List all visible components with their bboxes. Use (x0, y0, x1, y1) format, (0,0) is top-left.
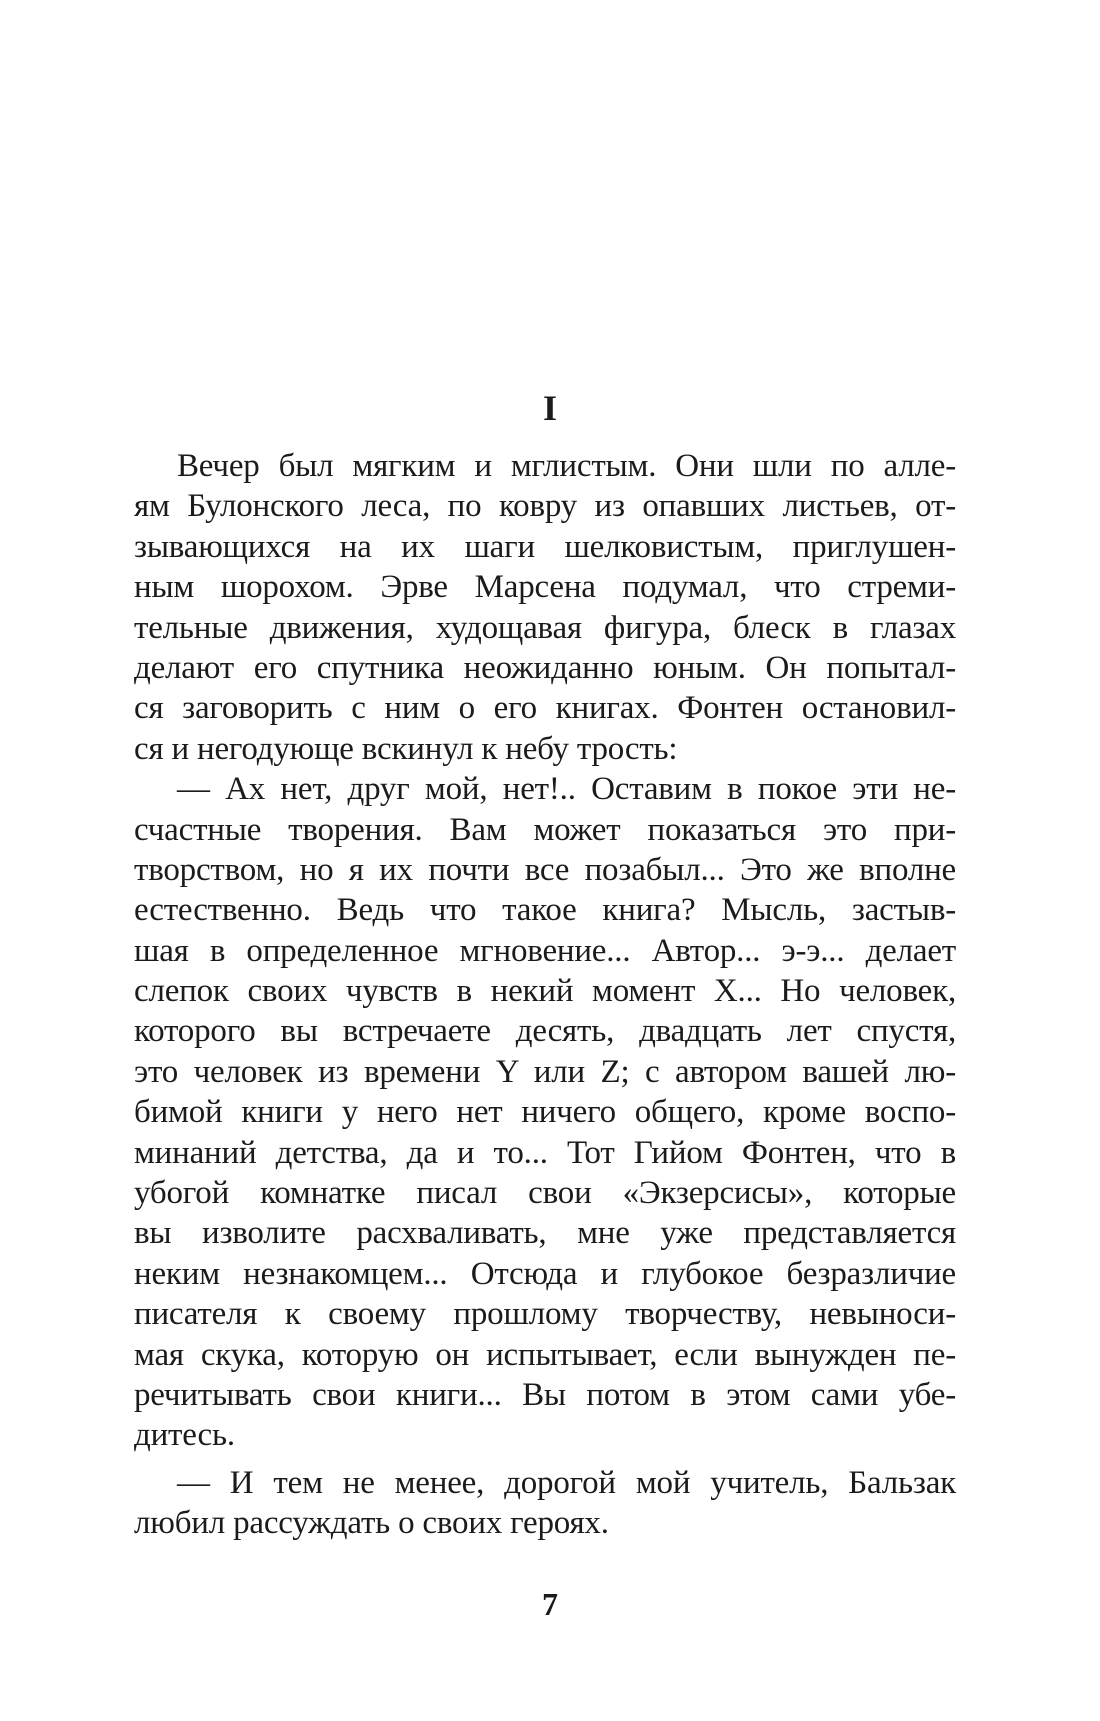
text-line: ся и негодующе вскинул к небу трость: (134, 730, 678, 767)
paragraph (134, 1463, 956, 1544)
text-line: слепок своих чувств в некий момент X... Но человек, (134, 973, 956, 1010)
text-line: неким незнакомцем... Отсюда и глубокое безразличие (134, 1255, 956, 1292)
body-text (134, 446, 956, 1544)
text-line: — И тем не менее, дорогой мой учитель, Бальзак (177, 1464, 956, 1501)
text-line: шая в определенное мгновение... Автор... э-э... делает (134, 932, 956, 969)
text-line: мая скука, которую он испытывает, если вынужден пе- (134, 1336, 956, 1373)
chapter-heading: I (542, 388, 557, 428)
text-line: речитывать свои книги... Вы потом в этом сами убе- (134, 1376, 956, 1413)
text-line: ся заговорить с ним о его книгах. Фонтен остановил- (134, 690, 956, 727)
page-number: 7 (542, 1586, 558, 1622)
text-line: ям Булонского леса, по ковру из опавших листьев, от- (134, 488, 956, 525)
text-line: тельные движения, худощавая фигура, блеск в глазах (134, 609, 956, 646)
text-line: естественно. Ведь что такое книга? Мысль, застыв- (134, 892, 956, 929)
text-line: писателя к своему прошлому творчеству, невыноси- (134, 1296, 956, 1333)
text-line: — Ах нет, друг мой, нет!.. Оставим в покое эти не- (177, 771, 956, 808)
text-line: убогой комнатке писал свои «Экзерсисы», которые (134, 1175, 956, 1212)
text-line: любил рассуждать о своих героях. (134, 1505, 609, 1542)
text-line: ным шорохом. Эрве Марсена подумал, что стреми- (134, 569, 956, 606)
paragraph (134, 446, 956, 769)
paragraph-spacer (134, 1456, 956, 1463)
text-line: это человек из времени Y или Z; с автором вашей лю- (134, 1053, 956, 1090)
paragraph (134, 769, 956, 1456)
text-line: делают его спутника неожиданно юным. Он попытал- (134, 649, 956, 686)
text-line: творством, но я их почти все позабыл... Это же вполне (134, 851, 956, 888)
text-line: счастные творения. Вам может показаться это при- (134, 811, 956, 848)
text-line: минаний детства, да и то... Тот Гийом Фонтен, что в (134, 1134, 956, 1171)
text-line: зывающихся на их шаги шелковистым, приглушен- (134, 528, 956, 565)
text-line: которого вы встречаете десять, двадцать лет спустя, (134, 1013, 956, 1050)
text-line: вы изволите расхваливать, мне уже представляется (134, 1215, 956, 1252)
text-line: дитесь. (134, 1417, 235, 1454)
text-line: бимой книги у него нет ничего общего, кроме воспо- (134, 1094, 956, 1131)
text-line: Вечер был мягким и мглистым. Они шли по алле- (177, 448, 956, 484)
